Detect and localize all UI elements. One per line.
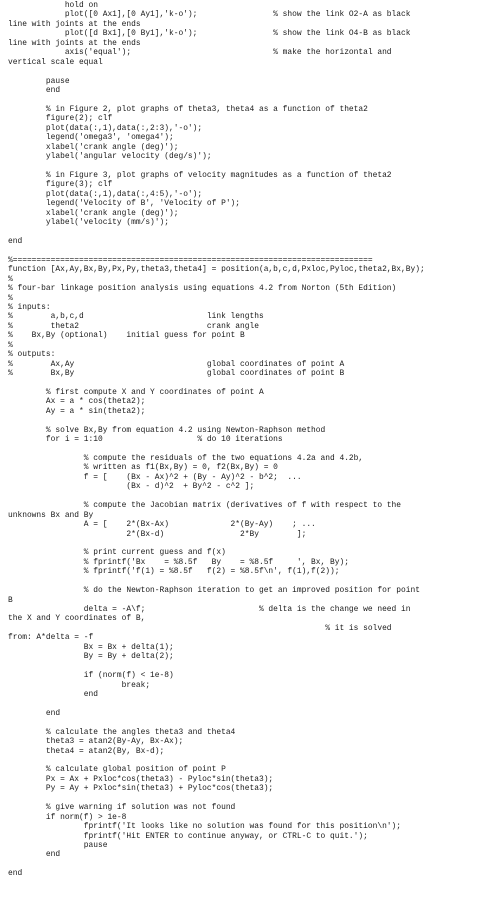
code-line: plot([0 Ax1],[0 Ay1],'k-o'); % show the link O2-A as black bbox=[8, 10, 411, 20]
code-line: xlabel('crank angle (deg)'); bbox=[8, 142, 179, 152]
code-line: end bbox=[8, 708, 61, 718]
code-line: Px = Ax + Pxloc*cos(theta3) - Pyloc*sin(theta3); bbox=[8, 774, 274, 784]
code-line bbox=[8, 379, 488, 388]
code-line bbox=[8, 161, 488, 170]
code-line: % do the Newton-Raphson iteration to get an improved position for point bbox=[8, 586, 420, 596]
code-line: legend('omega3', 'omega4'); bbox=[8, 133, 174, 143]
code-line bbox=[8, 718, 488, 727]
code-line: if norm(f) > 1e-8 bbox=[8, 812, 127, 822]
code-line bbox=[8, 860, 488, 869]
code-line: plot([d Bx1],[0 By1],'k-o'); % show the link O4-B as black bbox=[8, 29, 411, 39]
code-line: % calculate global position of point P bbox=[8, 765, 226, 775]
code-line: end bbox=[8, 689, 98, 699]
code-line: % in Figure 2, plot graphs of theta3, theta4 as a function of theta2 bbox=[8, 104, 368, 114]
code-line bbox=[8, 416, 488, 425]
code-line: plot(data(:,1),data(:,4:5),'-o'); bbox=[8, 189, 203, 199]
code-line: from: A*delta = -f bbox=[8, 633, 94, 643]
code-line: (Bx - d)^2 + By^2 - c^2 ]; bbox=[8, 482, 255, 492]
code-line bbox=[8, 67, 488, 76]
code-line bbox=[8, 95, 488, 104]
code-line bbox=[8, 577, 488, 586]
code-line: figure(3); clf bbox=[8, 180, 113, 190]
code-line: end bbox=[8, 85, 61, 95]
code-line: % calculate the angles theta3 and theta4 bbox=[8, 727, 236, 737]
code-line: % solve Bx,By from equation 4.2 using Newton-Raphson method bbox=[8, 425, 326, 435]
code-line: f = [ (Bx - Ax)^2 + (By - Ay)^2 - b^2; ... bbox=[8, 472, 302, 482]
code-line: Bx = Bx + delta(1); bbox=[8, 642, 174, 652]
code-line: figure(2); clf bbox=[8, 114, 113, 124]
code-line: end bbox=[8, 236, 23, 246]
code-line: % give warning if solution was not found bbox=[8, 803, 236, 813]
code-line: pause bbox=[8, 76, 70, 86]
code-line bbox=[8, 492, 488, 501]
code-line: end bbox=[8, 869, 23, 879]
code-line: % Ax,Ay global coordinates of point A bbox=[8, 359, 345, 369]
code-line: % bbox=[8, 293, 13, 303]
code-line: % print current guess and f(x) bbox=[8, 548, 226, 558]
code-line: B bbox=[8, 595, 13, 605]
code-line: % Bx,By global coordinates of point B bbox=[8, 369, 345, 379]
code-line: fprintf('Hit ENTER to continue anyway, or CTRL-C to quit.'); bbox=[8, 831, 368, 841]
code-line: break; bbox=[8, 680, 151, 690]
code-line bbox=[8, 445, 488, 454]
code-line bbox=[8, 794, 488, 803]
code-line: hold on bbox=[8, 1, 98, 10]
code-line: % four-bar linkage position analysis using equations 4.2 from Norton (5th Edition) bbox=[8, 284, 397, 294]
code-line: vertical scale equal bbox=[8, 57, 103, 67]
code-line: xlabel('crank angle (deg)'); bbox=[8, 208, 179, 218]
code-line: unknowns Bx and By bbox=[8, 510, 94, 520]
code-line: % fprintf('Bx = %8.5f By = %8.5f ', Bx, By); bbox=[8, 557, 349, 567]
code-line: %============================================================================ bbox=[8, 255, 373, 265]
code-line: % outputs: bbox=[8, 350, 56, 360]
code-line: % compute the residuals of the two equations 4.2a and 4.2b, bbox=[8, 454, 364, 463]
code-line: fprintf('It looks like no solution was found for this position\n'); bbox=[8, 822, 402, 832]
code-line: legend('Velocity of B', 'Velocity of P'); bbox=[8, 199, 241, 209]
code-line: % in Figure 3, plot graphs of velocity magnitudes as a function of theta2 bbox=[8, 170, 392, 180]
code-line: 2*(Bx-d) 2*By ]; bbox=[8, 529, 307, 539]
code-line: theta3 = atan2(By-Ay, Bx-Ax); bbox=[8, 737, 184, 747]
code-line: pause bbox=[8, 840, 108, 850]
code-line: the X and Y coordinates of B, bbox=[8, 614, 146, 624]
code-line bbox=[8, 539, 488, 548]
code-line bbox=[8, 662, 488, 671]
code-line: % bbox=[8, 274, 13, 284]
code-line: Ax = a * cos(theta2); bbox=[8, 397, 146, 407]
code-line: function [Ax,Ay,Bx,By,Px,Py,theta3,theta4] = position(a,b,c,d,Pxloc,Pyloc,theta2,Bx,By); bbox=[8, 265, 425, 275]
code-line: ylabel('velocity (mm/s)'); bbox=[8, 218, 169, 228]
code-line: % theta2 crank angle bbox=[8, 321, 259, 331]
code-line: Ay = a * sin(theta2); bbox=[8, 406, 146, 416]
code-line: theta4 = atan2(By, Bx-d); bbox=[8, 746, 165, 756]
code-line bbox=[8, 228, 488, 237]
code-line: % inputs: bbox=[8, 303, 51, 312]
code-line: ylabel('angular velocity (deg/s)'); bbox=[8, 152, 212, 161]
code-line: % first compute X and Y coordinates of point A bbox=[8, 387, 264, 397]
code-line: Py = Ay + Pxloc*sin(theta3) + Pyloc*cos(theta3); bbox=[8, 784, 274, 794]
code-line bbox=[8, 756, 488, 765]
code-line: line with joints at the ends bbox=[8, 19, 141, 29]
code-line: if (norm(f) < 1e-8) bbox=[8, 671, 174, 681]
code-line: axis('equal'); % make the horizontal and bbox=[8, 48, 392, 58]
code-line bbox=[8, 246, 488, 255]
code-line: % fprintf('f(1) = %8.5f f(2) = %8.5f\n', f(1),f(2)); bbox=[8, 567, 340, 577]
code-line: end bbox=[8, 850, 61, 860]
code-line: % a,b,c,d link lengths bbox=[8, 312, 264, 322]
code-line: A = [ 2*(Bx-Ax) 2*(By-Ay) ; ... bbox=[8, 520, 316, 530]
code-line: delta = -A\f; % delta is the change we need in bbox=[8, 605, 411, 614]
code-line: % Bx,By (optional) initial guess for point B bbox=[8, 331, 245, 341]
code-line: % written as f1(Bx,By) = 0, f2(Bx,By) = 0 bbox=[8, 463, 278, 473]
code-line: % it is solved bbox=[8, 623, 392, 633]
code-line: By = By + delta(2); bbox=[8, 652, 174, 662]
code-listing bbox=[8, 1, 488, 879]
code-line: line with joints at the ends bbox=[8, 38, 141, 48]
code-line: plot(data(:,1),data(:,2:3),'-o'); bbox=[8, 123, 203, 133]
code-line: % bbox=[8, 340, 13, 350]
code-line: for i = 1:10 % do 10 iterations bbox=[8, 435, 283, 445]
code-line: % compute the Jacobian matrix (derivatives of f with respect to the bbox=[8, 501, 402, 511]
code-line bbox=[8, 699, 488, 708]
